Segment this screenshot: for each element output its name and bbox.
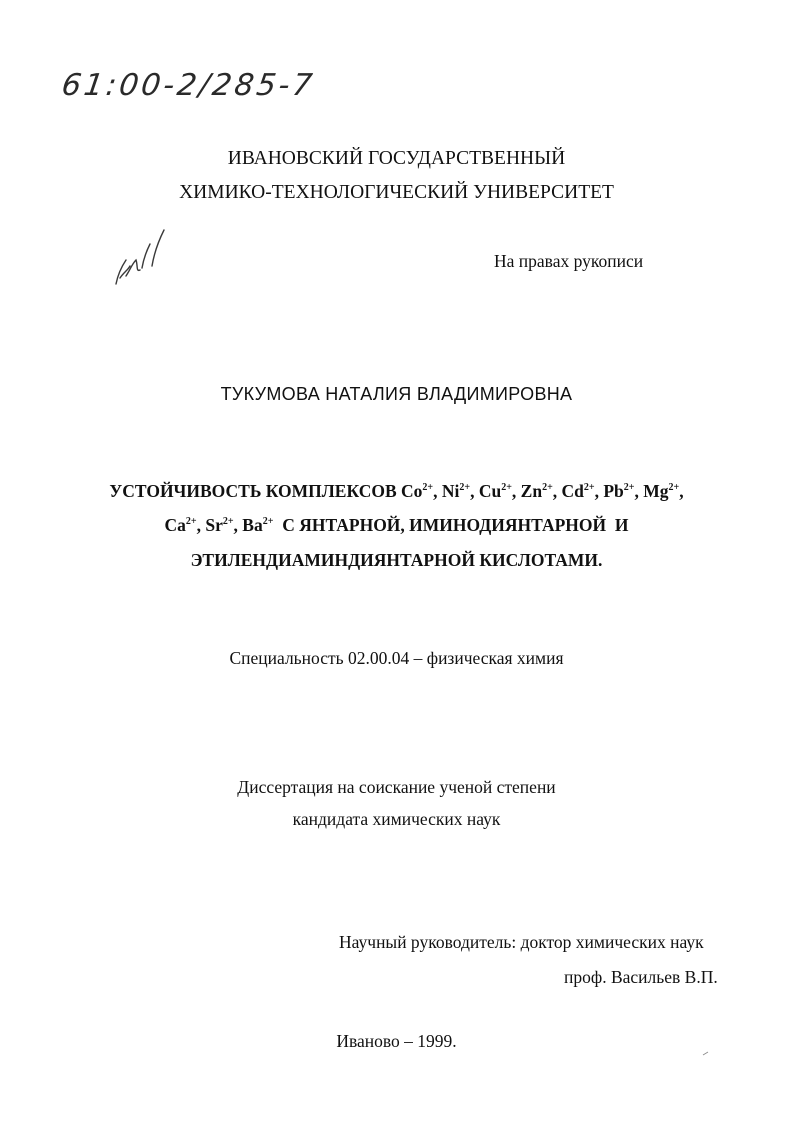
university-name-line-1: ИВАНОВСКИЙ ГОСУДАРСТВЕННЫЙ [227,148,566,169]
author-name: ТУКУМОВА НАТАЛИЯ ВЛАДИМИРОВНА [220,384,573,404]
ion-zn: $Zn^{2+}$ [520,481,553,501]
title-line-2: $Ca^{2+}$, $Sr^{2+}$, $Ba^{2+}$ С ЯНТАРНОЙ, ИМИНОДИЯНТАРНОЙ И [164,515,629,535]
title-line-3: ЭТИЛЕНДИАМИНДИЯНТАРНОЙ КИСЛОТАМИ. [190,550,603,570]
ion-pb: $Pb^{2+}$ [603,481,635,501]
title-line-1: УСТОЙЧИВОСТЬ КОМПЛЕКСОВ $Co^{2+}$, $Ni^{2+}$, $Cu^{2+}$, $Zn^{2+}$, $Cd^{2+}$, $Pb^{2+}$, $Mg^{2+}$, [109,481,684,501]
university-name-line-2: ХИМИКО-ТЕХНОЛОГИЧЕСКИЙ УНИВЕРСИТЕТ [179,182,614,203]
supervisor-line-2: проф. Васильев В.П. [564,967,718,987]
ion-mg: $Mg^{2+}$ [643,481,680,501]
ion-cd: $Cd^{2+}$ [561,481,595,501]
ion-sr: $Sr^{2+}$ [205,515,234,535]
ion-co: $Co^{2+}$ [401,481,434,501]
ion-ca: $Ca^{2+}$ [164,515,197,535]
specialty-line: Специальность 02.00.04 – физическая химия [229,648,564,668]
title-lead: УСТОЙЧИВОСТЬ КОМПЛЕКСОВ [109,481,397,501]
ion-ba: $Ba^{2+}$ [242,515,274,535]
place-year: Иваново – 1999. [336,1031,457,1051]
ion-cu: $Cu^{2+}$ [478,481,512,501]
scan-speck [702,1050,712,1056]
handwritten-signature-mark [104,226,174,296]
manuscript-rights-note: На правах рукописи [494,251,644,271]
dissertation-line-2: кандидата химических наук [292,809,501,829]
title-acids: С ЯНТАРНОЙ, ИМИНОДИЯНТАРНОЙ И [282,515,629,535]
supervisor-line-1: Научный руководитель: доктор химических наук [339,932,704,952]
ion-ni: $Ni^{2+}$ [441,481,471,501]
handwritten-catalog-code: 61:00-2/285-7 [59,68,318,103]
dissertation-line-1: Диссертация на соискание ученой степени [237,777,556,797]
